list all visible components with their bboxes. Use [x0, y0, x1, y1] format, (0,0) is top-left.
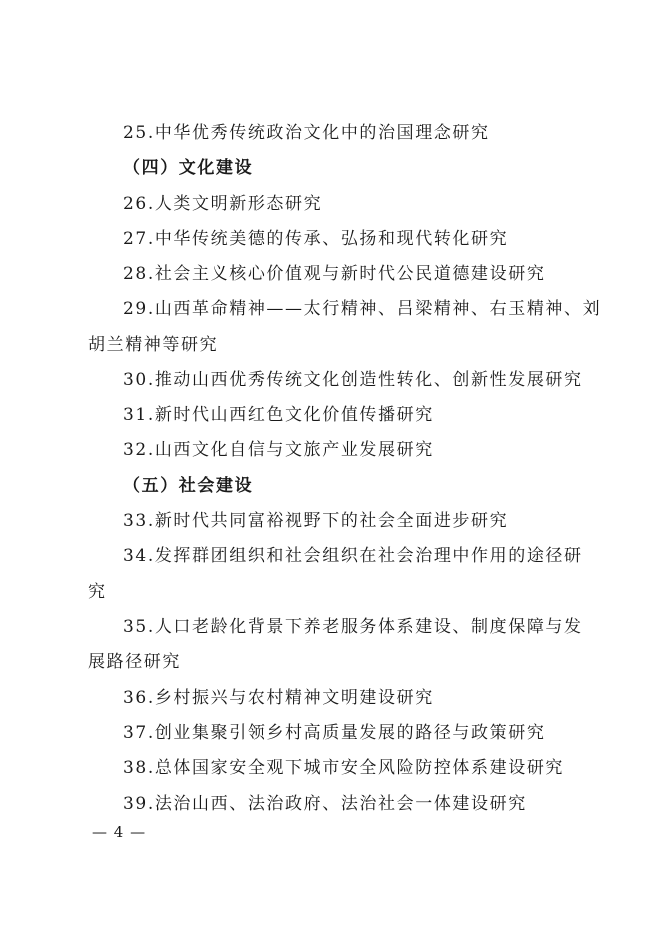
item-34: 34.发挥群团组织和社会组织在社会治理中作用的途径研 [123, 546, 583, 566]
item-28: 28.社会主义核心价值观与新时代公民道德建设研究 [123, 264, 546, 284]
item-29: 29.山西革命精神——太行精神、吕梁精神、右玉精神、刘 [123, 299, 602, 319]
section-heading-society: （五）社会建设 [123, 476, 254, 496]
item-30: 30.推动山西优秀传统文化创造性转化、创新性发展研究 [123, 370, 583, 390]
item-25: 25.中华优秀传统政治文化中的治国理念研究 [123, 123, 490, 143]
item-38: 38.总体国家安全观下城市安全风险防控体系建设研究 [123, 758, 565, 778]
item-39: 39.法治山西、法治政府、法治社会一体建设研究 [123, 794, 527, 814]
item-27: 27.中华传统美德的传承、弘扬和现代转化研究 [123, 229, 509, 249]
item-36: 36.乡村振兴与农村精神文明建设研究 [123, 688, 434, 708]
item-29-continued: 胡兰精神等研究 [88, 335, 219, 355]
item-34-continued: 究 [88, 582, 107, 602]
item-35: 35.人口老龄化背景下养老服务体系建设、制度保障与发 [123, 617, 583, 637]
item-31: 31.新时代山西红色文化价值传播研究 [123, 405, 434, 425]
item-26: 26.人类文明新形态研究 [123, 194, 323, 214]
section-heading-culture: （四）文化建设 [123, 158, 254, 178]
item-37: 37.创业集聚引领乡村高质量发展的路径与政策研究 [123, 723, 546, 743]
page-number: — 4 — [92, 823, 147, 841]
item-32: 32.山西文化自信与文旅产业发展研究 [123, 440, 434, 460]
item-35-continued: 展路径研究 [88, 652, 181, 672]
item-33: 33.新时代共同富裕视野下的社会全面进步研究 [123, 511, 509, 531]
